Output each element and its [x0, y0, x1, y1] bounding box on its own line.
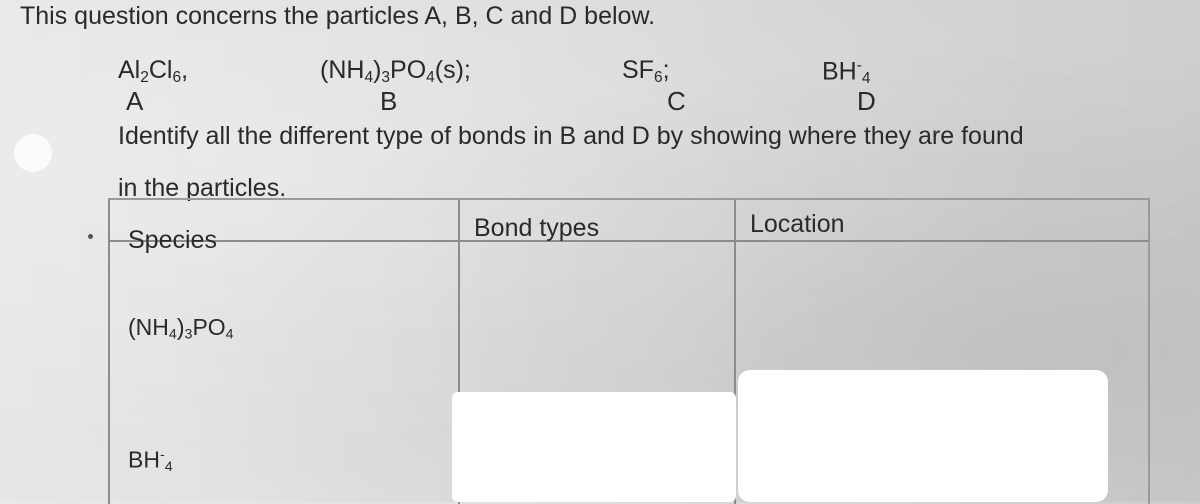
species-b-formula: $(NH_4)_3PO_4(s)$; [320, 56, 471, 86]
instruction-line-1: Identify all the different type of bonds in B and D by showing where they are found [118, 122, 1024, 150]
header-species: Species [128, 226, 217, 254]
species-c-formula: $SF_6$; [622, 56, 670, 86]
list-dot [88, 234, 93, 239]
redaction-box-2 [738, 370, 1108, 502]
header-bond-types: Bond types [474, 214, 600, 242]
bullet-marker [14, 134, 52, 172]
species-c-label: C [667, 86, 686, 116]
header-divider [110, 240, 1148, 242]
species-d-label: D [857, 86, 876, 116]
species-a-formula: $Al_2Cl_6$, [118, 56, 189, 86]
species-b-label: B [380, 86, 398, 116]
redaction-box-1 [452, 392, 736, 502]
instruction-line-2: in the particles. [118, 174, 287, 202]
row-2-species: $BH^-_4$ [128, 446, 173, 476]
header-location: Location [750, 210, 845, 238]
species-a-label: A [126, 86, 144, 116]
species-d-formula: $BH^-_4$ [822, 57, 871, 88]
question-intro: This question concerns the particles A, B, C and D below. [20, 2, 656, 30]
row-1-species: $(NH_4)_3PO_4$ [128, 314, 234, 343]
